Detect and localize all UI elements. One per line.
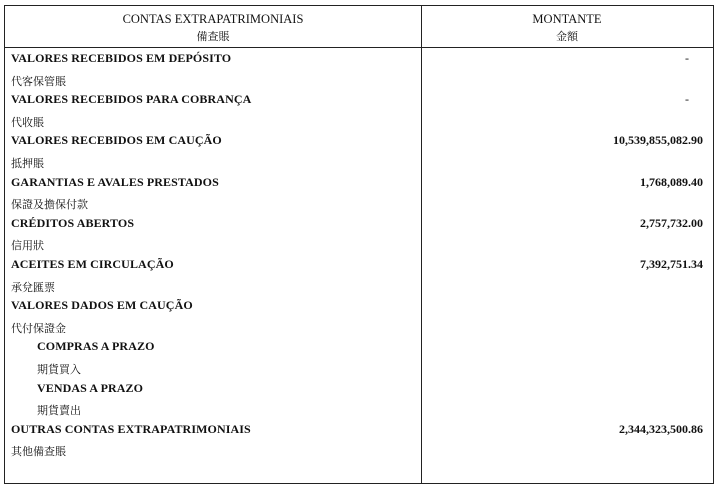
table-row	[5, 399, 713, 420]
account-label-pt: VENDAS A PRAZO	[37, 380, 144, 395]
off-balance-sheet-table	[4, 5, 714, 484]
table-row	[5, 440, 713, 461]
account-label-zh: 保證及擔保付款	[11, 198, 88, 212]
table-row	[5, 379, 713, 400]
account-label-zh: 代付保證金	[11, 321, 66, 335]
account-label-pt: VALORES RECEBIDOS PARA COBRANÇA	[11, 92, 252, 107]
table-row	[5, 70, 713, 91]
account-label-pt: VALORES RECEBIDOS EM CAUÇÃO	[11, 133, 222, 148]
header-amount-title: MONTANTE	[532, 12, 602, 26]
table-row	[5, 255, 713, 276]
account-label-pt: CRÉDITOS ABERTOS	[11, 215, 135, 230]
account-label-zh: 其他備查賬	[11, 445, 66, 459]
table-row	[5, 49, 713, 70]
account-label-zh: 代收賬	[11, 115, 44, 129]
account-label-zh: 信用狀	[11, 239, 44, 253]
header-accounts-title: CONTAS EXTRAPATRIMONIAIS	[122, 12, 304, 26]
header-divider	[5, 47, 713, 48]
table-row	[5, 214, 713, 235]
table-row	[5, 111, 713, 132]
amount-value: 2,344,323,500.86	[619, 421, 703, 436]
header-amount	[421, 11, 713, 45]
table-row	[5, 276, 713, 297]
table-row	[5, 193, 713, 214]
table-row	[5, 296, 713, 317]
table-body	[5, 49, 713, 461]
account-label-pt: COMPRAS A PRAZO	[37, 339, 155, 354]
amount-value: 1,768,089.40	[640, 174, 703, 189]
account-label-pt: ACEITES EM CIRCULAÇÃO	[11, 256, 174, 271]
amount-value: 7,392,751.34	[640, 256, 703, 271]
account-label-pt: OUTRAS CONTAS EXTRAPATRIMONIAIS	[11, 421, 251, 436]
header-accounts-subtitle: 備查賬	[196, 30, 230, 43]
account-label-zh: 期貨賣出	[37, 404, 81, 418]
amount-value: 2,757,732.00	[640, 215, 703, 230]
amount-value: 10,539,855,082.90	[613, 133, 703, 148]
table-row	[5, 173, 713, 194]
header-accounts	[5, 11, 421, 45]
amount-value: -	[685, 51, 689, 65]
account-label-pt: VALORES RECEBIDOS EM DEPÓSITO	[11, 51, 232, 65]
table-row	[5, 234, 713, 255]
table-row	[5, 358, 713, 379]
amount-value: -	[685, 92, 689, 107]
account-label-zh: 抵押賬	[11, 156, 44, 170]
table-row	[5, 420, 713, 441]
table-row	[5, 152, 713, 173]
table-row	[5, 317, 713, 338]
account-label-zh: 期貨買入	[37, 362, 81, 376]
table-row	[5, 337, 713, 358]
table-row	[5, 90, 713, 111]
header-amount-subtitle: 金額	[556, 30, 578, 43]
account-label-pt: VALORES DADOS EM CAUÇÃO	[11, 298, 193, 313]
account-label-zh: 代客保管賬	[11, 74, 66, 88]
table-row	[5, 131, 713, 152]
account-label-pt: GARANTIAS E AVALES PRESTADOS	[11, 174, 219, 189]
account-label-zh: 承兌匯票	[11, 280, 55, 294]
